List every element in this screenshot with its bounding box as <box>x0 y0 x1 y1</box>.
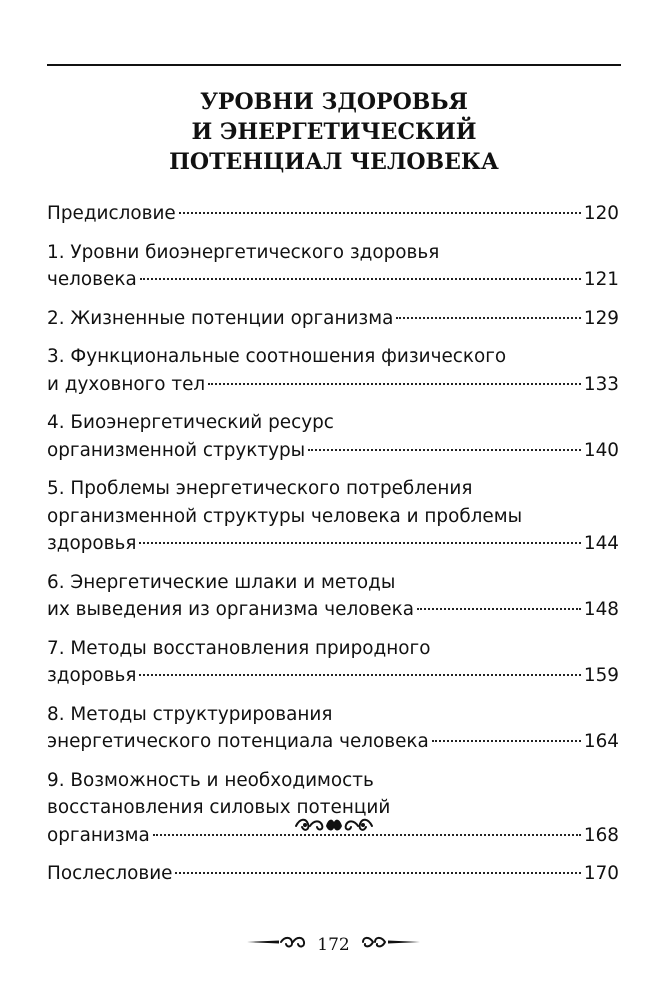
toc-page-number: 120 <box>583 203 619 224</box>
dot-leader <box>140 278 581 280</box>
toc-entry-text: 2. Жизненные потенции организма <box>47 307 394 329</box>
toc-entry-row <box>47 728 619 756</box>
toc-entry-text: человека <box>47 269 137 290</box>
title-line: И ЭНЕРГЕТИЧЕСКИЙ <box>191 119 477 145</box>
toc-entry-row <box>47 371 619 399</box>
scroll-flourish-right-icon <box>358 934 422 955</box>
toc-entry-text: их выведения из организма человека <box>47 599 415 620</box>
toc-entry <box>47 239 619 294</box>
dot-leader <box>308 449 581 451</box>
toc-entry-row <box>47 860 619 888</box>
flourish-ornament-icon <box>0 812 667 838</box>
toc-page-number: 159 <box>583 665 619 686</box>
toc-entry <box>47 343 619 398</box>
dot-leader <box>208 383 581 385</box>
dot-leader <box>417 608 581 610</box>
toc-entry-text: энергетического потенциала человека <box>47 731 429 752</box>
toc-entry <box>47 409 619 464</box>
toc-entry-row <box>47 437 619 465</box>
toc-entry <box>47 200 619 228</box>
toc-page-number: 121 <box>583 269 619 290</box>
toc-entry-text: 7. Методы восстановления природного <box>47 637 431 659</box>
page-title <box>47 87 621 177</box>
toc-entry-row <box>47 266 619 294</box>
toc-entry-row <box>47 596 619 624</box>
toc-entry <box>47 860 619 888</box>
toc-entry-text: организма <box>47 824 150 846</box>
page-footer <box>0 934 667 958</box>
table-of-contents <box>47 200 619 899</box>
toc-entry <box>47 475 619 558</box>
toc-entry <box>47 701 619 756</box>
dot-leader <box>432 740 581 742</box>
toc-page-number: 144 <box>583 533 619 554</box>
toc-entry-text: восстановления силовых потенций <box>47 797 391 818</box>
toc-page-number: 129 <box>583 307 619 329</box>
dot-leader <box>139 674 580 676</box>
toc-entry-text: и духовного тел <box>47 373 206 395</box>
scroll-flourish-left-icon <box>245 934 309 955</box>
toc-page-number: 148 <box>583 599 619 620</box>
toc-entry-row <box>47 662 619 690</box>
toc-page-number: 133 <box>583 373 619 395</box>
toc-entry-text: Послесловие <box>47 863 173 884</box>
toc-entry-text: организменной структуры человека и проблемы <box>47 505 523 527</box>
toc-page-number: 170 <box>583 863 619 884</box>
toc-entry-row <box>47 530 619 558</box>
toc-entry-text: 8. Методы структурирования <box>47 703 333 725</box>
toc-entry-text: 9. Возможность и необходимость <box>47 769 374 791</box>
toc-entry-text: 6. Энергетические шлаки и методы <box>47 571 396 593</box>
toc-entry-text: 4. Биоэнергетический ресурс <box>47 412 334 433</box>
dot-leader <box>396 317 581 319</box>
top-rule <box>47 64 621 66</box>
toc-entry <box>47 569 619 624</box>
toc-page-number: 164 <box>583 731 619 752</box>
dot-leader <box>139 542 580 544</box>
toc-entry-row <box>47 305 619 333</box>
page-number: 172 <box>317 934 350 955</box>
toc-entry-row <box>47 200 619 228</box>
title-line: ПОТЕНЦИАЛ ЧЕЛОВЕКА <box>169 149 499 175</box>
toc-page-number: 168 <box>583 824 619 846</box>
toc-entry-text: 5. Проблемы энергетического потребления <box>47 478 473 499</box>
toc-entry-text: Предисловие <box>47 203 176 224</box>
dot-leader <box>179 212 581 214</box>
toc-entry <box>47 305 619 333</box>
toc-entry-text: 1. Уровни биоэнергетического здоровья <box>47 241 440 263</box>
toc-entry-text: организменной структуры <box>47 439 306 461</box>
toc-entry-text: 3. Функциональные соотношения физического <box>47 346 507 367</box>
toc-entry-text: здоровья <box>47 533 137 554</box>
toc-page-number: 140 <box>583 439 619 461</box>
dot-leader <box>175 872 580 874</box>
toc-entry-text: здоровья <box>47 665 137 686</box>
title-line: УРОВНИ ЗДОРОВЬЯ <box>200 89 468 115</box>
toc-entry <box>47 635 619 690</box>
